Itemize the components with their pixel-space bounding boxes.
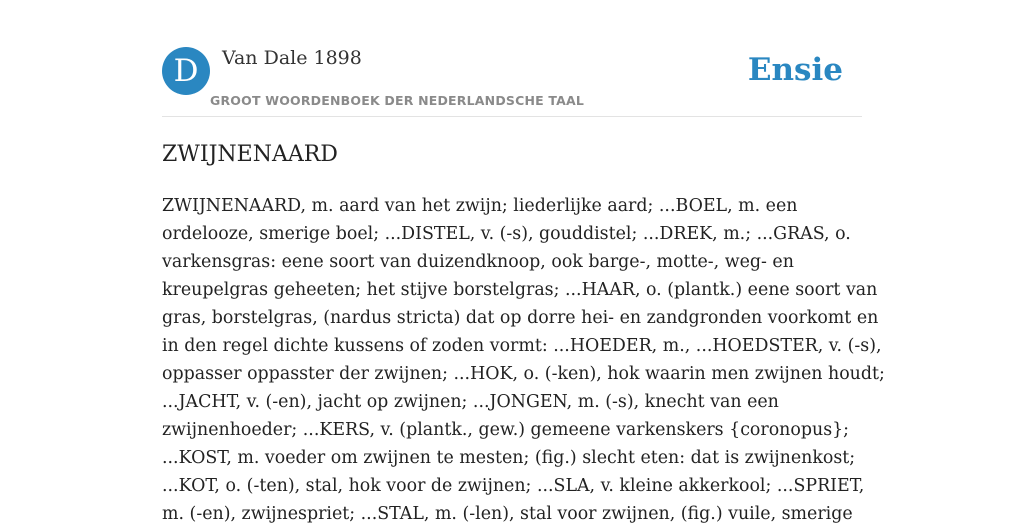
definition-line: kreupelgras geheeten; het stijve borstelgras; ...HAAR, o. (plantk.) eene soort van <box>162 280 878 300</box>
definition-line: gras, borstelgras, (nardus stricta) dat op dorre hei- en zandgronden voorkomt en <box>162 308 879 328</box>
site-header <box>162 46 862 117</box>
definition-line: m. (-en), zwijnespriet; ...STAL, m. (-len), stal voor zwijnen, (fig.) vuile, smerige <box>162 504 853 524</box>
definition-line: oppasser oppasster der zwijnen; ...HOK, o. (-ken), hok waarin men zwijnen houdt; <box>162 364 885 384</box>
definition-line: ordelooze, smerige boel; ...DISTEL, v. (-s), gouddistel; ...DREK, m.; ...GRAS, o. <box>162 224 851 244</box>
definition-line: ZWIJNENAARD, m. aard van het zwijn; liederlijke aard; ...BOEL, m. een <box>162 196 798 216</box>
brand-logo-link[interactable]: Ensie <box>747 52 843 88</box>
definition-line: in den regel dichte kussens of zoden vormt: ...HOEDER, m., ...HOEDSTER, v. (-s), <box>162 336 882 356</box>
definition-line: varkensgras: eene soort van duizendknoop, ook barge-, motte-, weg- en <box>162 252 794 272</box>
entry-definition-text <box>162 192 885 528</box>
dictionary-title-link[interactable]: Van Dale 1898 <box>222 47 362 69</box>
dictionary-subtitle: GROOT WOORDENBOEK DER NEDERLANDSCHE TAAL <box>210 93 585 108</box>
definition-line: zwijnenhoeder; ...KERS, v. (plantk., gew.) gemeene varkenskers {coronopus}; <box>162 420 850 440</box>
dictionary-logo-badge[interactable]: D <box>162 47 210 95</box>
definition-line: ...KOST, m. voeder om zwijnen te mesten; (fig.) slecht eten: dat is zwijnenkost; <box>162 448 856 468</box>
definition-line: ...JACHT, v. (-en), jacht op zwijnen; ...JONGEN, m. (-s), knecht van een <box>162 392 779 412</box>
entry-title: ZWIJNENAARD <box>162 142 338 167</box>
definition-line: ...KOT, o. (-ten), stal, hok voor de zwijnen; ...SLA, v. kleine akkerkool; ...SPRIET, <box>162 476 865 496</box>
